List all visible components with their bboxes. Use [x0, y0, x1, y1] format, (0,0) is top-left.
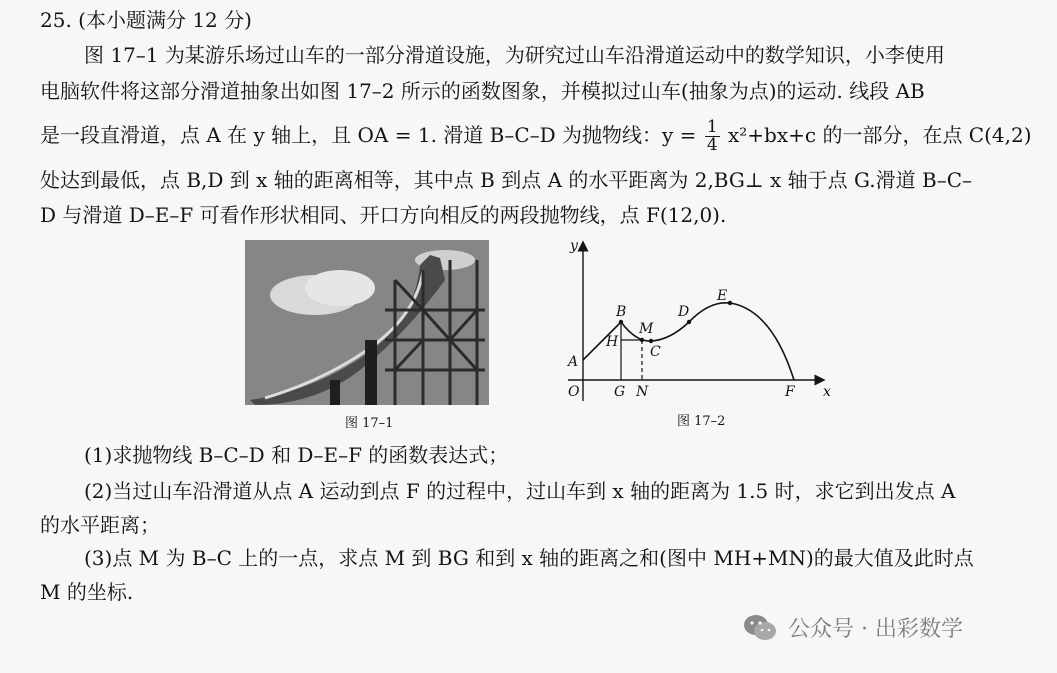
problem-line-3 — [40, 119, 1032, 154]
problem-line-2: 电脑软件将这部分滑道抽象出如图 17–2 所示的函数图象，并模拟过山车(抽象为点)的运动. 线段 AB — [40, 79, 925, 103]
label-y: y — [570, 238, 578, 254]
label-g: G — [614, 384, 626, 400]
problem-line-3-start: 是一段直滑道，点 A 在 y 轴上，且 OA = 1. 滑道 B–C–D 为抛物线：y = — [40, 123, 697, 147]
label-a: A — [568, 354, 579, 370]
fraction-denominator: 4 — [706, 135, 718, 155]
fraction-numerator: 1 — [706, 117, 718, 137]
problem-line-1: 图 17–1 为某游乐场过山车的一部分滑道设施，为研究过山车沿滑道运动中的数学知识，小李使用 — [84, 43, 945, 67]
question-3-cont: M 的坐标. — [40, 580, 134, 604]
wechat-icon — [742, 613, 778, 643]
point-b — [619, 320, 623, 324]
coaster-curve — [621, 303, 794, 380]
label-c: C — [650, 344, 661, 360]
label-b: B — [616, 304, 627, 320]
question-2: (2)当过山车沿滑道从点 A 运动到点 F 的过程中，过山车到 x 轴的距离为 1.5 时，求它到出发点 A — [84, 479, 956, 503]
label-e: E — [717, 288, 728, 304]
label-h: H — [606, 334, 619, 350]
point-d — [687, 320, 691, 324]
point-m — [640, 338, 644, 342]
roller-coaster-photo — [245, 240, 489, 405]
fraction-one-quarter — [705, 119, 720, 154]
problem-header: 25. (本小题满分 12 分) — [40, 8, 252, 32]
function-graph — [550, 236, 840, 408]
figure-2-caption: 图 17–2 — [677, 414, 726, 429]
label-f: F — [785, 384, 795, 400]
figure-1-caption: 图 17–1 — [345, 416, 394, 431]
point-e — [728, 301, 732, 305]
problem-line-3-end: x²+bx+c 的一部分，在点 C(4,2) — [728, 123, 1032, 147]
label-m: M — [639, 321, 654, 337]
label-d: D — [678, 304, 690, 320]
label-o: O — [568, 384, 580, 400]
question-2-cont: 的水平距离； — [40, 513, 160, 537]
question-3: (3)点 M 为 B–C 上的一点，求点 M 到 BG 和到 x 轴的距离之和(图中 MH+MN)的最大值及此时点 — [84, 546, 974, 570]
watermark — [742, 612, 963, 643]
watermark-text: 公众号 · 出彩数学 — [788, 617, 963, 642]
label-n: N — [636, 384, 649, 400]
label-x: x — [823, 384, 831, 400]
problem-line-4: 处达到最低，点 B,D 到 x 轴的距离相等，其中点 B 到点 A 的水平距离为 2,BG⊥ x 轴于点 G.滑道 B–C– — [40, 168, 972, 192]
problem-line-5: D 与滑道 D–E–F 可看作形状相同、开口方向相反的两段抛物线，点 F(12,0). — [40, 203, 727, 227]
question-1: (1)求抛物线 B–C–D 和 D–E–F 的函数表达式； — [84, 443, 509, 467]
point-c — [649, 339, 653, 343]
